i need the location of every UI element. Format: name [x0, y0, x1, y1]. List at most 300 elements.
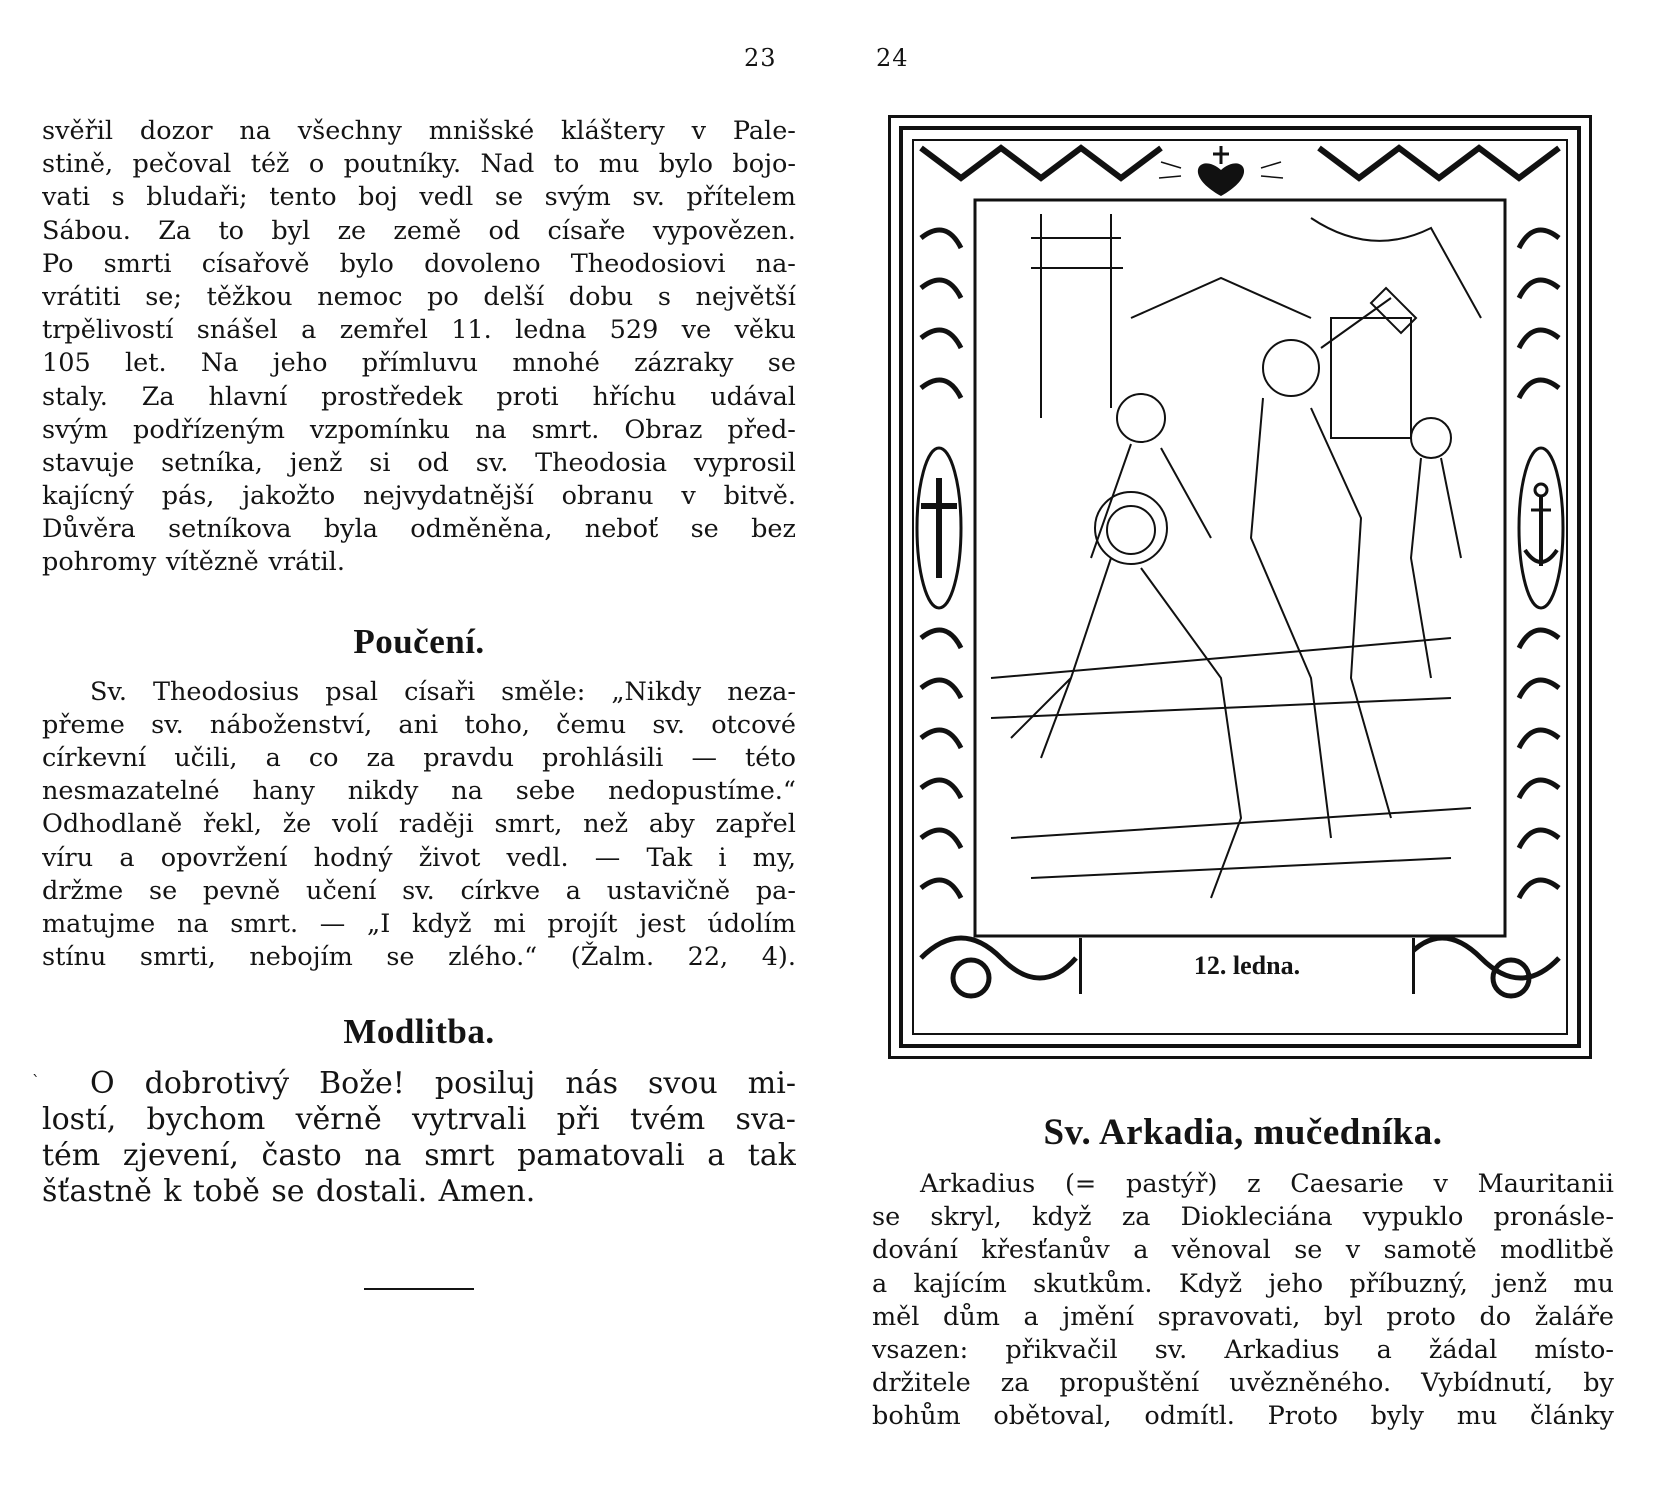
word: největší — [695, 281, 796, 312]
word: Theodosius — [152, 676, 300, 707]
word: před- — [727, 414, 796, 445]
text-line — [872, 1234, 1614, 1267]
word: na — [364, 1138, 402, 1174]
word: se — [271, 1174, 305, 1210]
word: bludaři; — [146, 182, 248, 213]
text-line — [872, 1367, 1614, 1400]
word: dobu — [568, 281, 634, 312]
text-line — [42, 513, 796, 546]
word: bychom — [146, 1102, 266, 1138]
text-line — [872, 1334, 1614, 1367]
word: ze — [337, 215, 367, 246]
word: že — [282, 809, 312, 840]
word: 105 — [42, 348, 91, 379]
word: smrti, — [139, 942, 216, 973]
text-line — [42, 347, 796, 380]
word: a — [119, 842, 135, 873]
word: šťastně — [42, 1174, 152, 1210]
word: se; — [145, 281, 182, 312]
word: jenž — [1494, 1268, 1548, 1299]
word: lostí, — [42, 1102, 117, 1138]
word: vyprosil — [693, 447, 796, 478]
word: vypovězen. — [652, 215, 796, 246]
word: vrátil. — [268, 547, 345, 578]
word: smrt, — [494, 809, 563, 840]
word: hodný — [313, 842, 393, 873]
word: za — [366, 743, 396, 773]
word: byla — [323, 514, 378, 545]
word: ustavičně — [606, 875, 731, 906]
word: aby — [648, 809, 695, 840]
right-page — [872, 115, 1614, 1434]
word: se — [148, 875, 178, 906]
word: Nad — [480, 149, 535, 180]
word: (Žalm. — [570, 942, 655, 973]
word: hříchu — [592, 381, 677, 412]
section-end-rule — [364, 1288, 474, 1290]
word: O — [90, 1066, 115, 1102]
text-line — [872, 1168, 1614, 1201]
text-line — [42, 908, 796, 941]
word: dům — [943, 1301, 1000, 1332]
word: všechny — [297, 116, 402, 146]
word: přímluvu — [361, 348, 479, 379]
word: sv. — [402, 875, 435, 906]
word: bylo — [658, 149, 714, 180]
word: do — [1479, 1301, 1512, 1332]
word: samotě — [1383, 1235, 1477, 1266]
word: Sábou. — [42, 215, 131, 246]
word: udával — [710, 381, 796, 412]
word: víru — [42, 842, 94, 873]
word: se — [386, 942, 415, 973]
word: Arkadius — [1224, 1334, 1340, 1365]
word: 11. — [451, 315, 492, 346]
word: Proto — [1267, 1401, 1338, 1432]
stray-mark: ˋ — [32, 1072, 40, 1092]
word: císaře — [547, 215, 626, 246]
word: vedl — [419, 182, 474, 213]
word: tobě — [192, 1174, 260, 1210]
word: jest — [639, 908, 686, 939]
word: stavuje — [42, 447, 135, 478]
text-line — [42, 215, 796, 248]
word: si — [369, 447, 391, 478]
word: kajícím — [913, 1268, 1007, 1299]
word: nikdy — [347, 776, 419, 807]
word: a — [301, 315, 317, 346]
word: často — [261, 1138, 342, 1174]
word: boj — [358, 182, 398, 213]
word: Arkadius — [920, 1169, 1036, 1199]
text-line — [872, 1400, 1614, 1433]
word: život — [418, 842, 481, 873]
heading-modlitba: Modlitba. — [343, 1012, 495, 1052]
text-line — [42, 808, 796, 841]
word: (= — [1064, 1169, 1097, 1199]
word: a — [1023, 1301, 1039, 1332]
word: v — [681, 481, 696, 512]
word: i — [718, 842, 727, 873]
word: raději — [398, 809, 474, 840]
word: Theodosiovi — [570, 248, 726, 279]
text-line — [42, 676, 796, 709]
word: o — [308, 149, 325, 180]
text-line — [42, 248, 796, 281]
text-line — [42, 1174, 796, 1210]
engraving-martyrdom-illustration — [888, 115, 1592, 1059]
word: bez — [751, 514, 796, 545]
word: tak — [747, 1138, 796, 1174]
word: přítelem — [686, 182, 796, 213]
word: Za — [158, 215, 192, 246]
text-line — [42, 775, 796, 808]
word: staly. — [42, 381, 108, 412]
word: se — [767, 348, 796, 379]
word: vytrvali — [412, 1102, 527, 1138]
word: sv. — [652, 709, 685, 740]
paragraph-pouceni — [42, 676, 796, 975]
word: tvém — [630, 1102, 706, 1138]
word: delší — [483, 281, 545, 312]
word: sv. — [475, 447, 509, 478]
word: pamatovali — [517, 1138, 685, 1174]
word: jakožto — [242, 481, 336, 512]
text-line — [42, 1138, 796, 1174]
word: vypuklo — [1362, 1202, 1464, 1233]
word: země — [393, 215, 462, 246]
word: otcové — [711, 709, 796, 740]
word: svěřil — [42, 116, 114, 146]
heading-pouceni: Poučení. — [353, 621, 485, 661]
word: církevní — [42, 743, 147, 773]
word: Diokleciána — [1180, 1202, 1333, 1233]
word: ledna — [515, 315, 587, 346]
cross-medallion-icon — [917, 448, 961, 608]
word: těžkou — [206, 281, 293, 312]
word: vzpomínku — [309, 414, 451, 445]
word: Tak — [646, 842, 693, 873]
word: — — [691, 743, 717, 773]
left-page — [32, 115, 796, 1290]
word: zázraky — [634, 348, 734, 379]
word: řekl, — [202, 809, 262, 840]
word: smrt. — [531, 414, 600, 445]
word: co — [308, 743, 339, 773]
word: Odhodlaně — [42, 809, 183, 840]
word: vrátiti — [42, 281, 121, 312]
word: mi — [493, 908, 526, 939]
word: místo- — [1534, 1334, 1614, 1365]
word: na — [451, 776, 483, 807]
word: na — [475, 414, 507, 445]
word: „Nikdy — [611, 676, 702, 707]
word: vsazen: — [872, 1334, 969, 1365]
word: projít — [547, 908, 618, 939]
word: zapřel — [715, 809, 796, 840]
word: propuštění — [1059, 1368, 1200, 1399]
text-line — [42, 875, 796, 908]
word: to — [218, 215, 245, 246]
word: setníkova — [168, 514, 292, 545]
word: 529 — [609, 315, 659, 346]
word: Důvěra — [42, 514, 136, 545]
text-line — [42, 381, 796, 414]
word: Sv. — [90, 676, 127, 707]
word: nedopustíme.“ — [608, 776, 796, 807]
word: pastýř) — [1126, 1169, 1218, 1199]
word: bitvě. — [723, 481, 796, 512]
word: byl — [1323, 1301, 1363, 1332]
word: věnoval — [1171, 1235, 1271, 1266]
word: k — [163, 1174, 182, 1210]
word: žádal — [1428, 1334, 1498, 1365]
text-line — [42, 709, 796, 742]
word: Pale- — [732, 116, 796, 146]
word: setníka, — [161, 447, 263, 478]
word: sebe — [515, 776, 576, 807]
word: nejvydatnější — [363, 481, 534, 512]
word: neboť — [584, 514, 659, 545]
word: skryl, — [930, 1202, 1002, 1233]
word: v — [1345, 1235, 1361, 1266]
word: neza- — [727, 676, 796, 707]
word: proti — [496, 381, 559, 412]
word: nás — [565, 1066, 618, 1102]
word: od — [417, 447, 449, 478]
word: dování — [872, 1235, 958, 1266]
word: odměněna, — [410, 514, 553, 545]
word: pás, — [161, 481, 215, 512]
word: držitele — [872, 1368, 971, 1399]
word: náboženství, — [209, 709, 373, 740]
word: opovržení — [160, 842, 288, 873]
text-line — [42, 1066, 796, 1102]
word: pevně — [202, 875, 281, 906]
word: — — [319, 908, 346, 939]
word: odmítl. — [1144, 1401, 1235, 1432]
word: věku — [734, 315, 796, 346]
word: trpělivostí — [42, 315, 174, 346]
word: jeho — [1268, 1268, 1324, 1299]
word: svým — [544, 182, 611, 213]
text-line — [42, 314, 796, 347]
paragraph-theodosius-life — [42, 115, 796, 580]
word: čemu — [556, 709, 627, 740]
word: vedl. — [506, 842, 569, 873]
text-line — [872, 1201, 1614, 1234]
word: a — [1133, 1235, 1149, 1266]
word: za — [1000, 1368, 1030, 1399]
word: Obraz — [624, 414, 703, 445]
word: přikvačil — [1005, 1334, 1118, 1365]
word: mu — [1573, 1268, 1614, 1299]
word: v — [1433, 1169, 1448, 1199]
word: 4). — [761, 942, 796, 973]
word: ve — [681, 315, 712, 346]
word: „I — [367, 908, 391, 939]
word: křesťanův — [981, 1235, 1110, 1266]
word: skutkům. — [1033, 1268, 1153, 1299]
word: údolím — [707, 908, 796, 939]
text-line — [42, 546, 796, 579]
word: tém — [42, 1138, 101, 1174]
text-line — [42, 941, 796, 974]
word: dovoleno — [424, 248, 541, 279]
word: Bože! — [319, 1066, 405, 1102]
ornamental-frame-illustration — [891, 118, 1589, 1056]
word: kláštery — [560, 116, 665, 146]
word: modlitbě — [1500, 1235, 1614, 1266]
word: Na — [200, 348, 239, 379]
word: mi- — [747, 1066, 796, 1102]
word: přeme — [42, 709, 125, 740]
word: a — [1376, 1334, 1392, 1365]
word: dostali. — [315, 1174, 428, 1210]
word: nemoc — [317, 281, 403, 312]
word: učení — [306, 875, 377, 906]
word: nebojím — [249, 942, 353, 973]
heading-sv-arkadia: Sv. Arkadia, mučedníka. — [1043, 1112, 1443, 1153]
word: let. — [124, 348, 167, 379]
word: byl — [271, 215, 311, 246]
word: církve — [460, 875, 541, 906]
word: od — [488, 215, 521, 246]
word: prohlásili — [542, 743, 664, 773]
text-line — [42, 181, 796, 214]
word: jeho — [272, 348, 328, 379]
page-number-right: 24 — [876, 44, 909, 72]
word: při — [556, 1102, 600, 1138]
word: s — [111, 182, 125, 213]
text-line — [872, 1301, 1614, 1334]
word: Caesarie — [1290, 1169, 1404, 1199]
word: na — [239, 116, 271, 146]
word: tento — [269, 182, 337, 213]
word: hany — [252, 776, 315, 807]
page-number-left: 23 — [744, 44, 777, 72]
word: též — [250, 149, 290, 180]
word: články — [1530, 1401, 1614, 1432]
paragraph-prayer — [32, 1066, 796, 1210]
word: Vybídnutí, — [1421, 1368, 1554, 1399]
word: stínu — [42, 942, 107, 973]
word: příbuzný, — [1349, 1268, 1468, 1299]
word: a — [707, 1138, 726, 1174]
plate-date-caption: 12. ledna. — [1079, 938, 1415, 994]
word: pa- — [755, 875, 796, 906]
word: pronásle- — [1493, 1202, 1614, 1233]
word: — — [594, 842, 621, 873]
anchor-medallion-icon — [1519, 448, 1563, 608]
word: měl — [872, 1301, 920, 1332]
text-line — [42, 414, 796, 447]
word: jmění — [1062, 1301, 1135, 1332]
word: bylo — [339, 248, 394, 279]
text-line — [42, 148, 796, 181]
word: zjevení, — [122, 1138, 239, 1174]
word: se — [872, 1202, 901, 1233]
word: věrně — [295, 1102, 382, 1138]
word: držme — [42, 875, 124, 906]
word: Mauritanii — [1477, 1169, 1614, 1199]
word: kajícný — [42, 481, 134, 512]
word: a — [565, 875, 581, 906]
word: zlého.“ — [448, 942, 538, 973]
word: psal — [325, 676, 379, 707]
word: poutníky. — [343, 149, 462, 180]
word: směle: — [501, 676, 586, 707]
sacred-heart-icon — [1159, 146, 1283, 196]
word: za — [1121, 1202, 1151, 1233]
paragraph-arkadius — [872, 1168, 1614, 1434]
text-line — [42, 742, 796, 775]
word: sva- — [735, 1102, 796, 1138]
text-line — [42, 480, 796, 513]
word: Po — [42, 248, 74, 279]
word: hlavní — [208, 381, 288, 412]
word: zemřel — [339, 315, 428, 346]
word: smrti — [103, 248, 172, 279]
text-line — [42, 1102, 796, 1138]
word: učili, — [174, 743, 238, 773]
word: snášel — [196, 315, 278, 346]
word: smrt. — [230, 908, 299, 939]
word: obranu — [561, 481, 654, 512]
text-line — [42, 115, 796, 148]
word: podřízeným — [133, 414, 285, 445]
word: pečoval — [132, 149, 232, 180]
word: toho, — [464, 709, 530, 740]
word: mu — [1456, 1401, 1498, 1432]
word: dozor — [139, 116, 213, 146]
word: se — [1294, 1235, 1323, 1266]
word: mnohé — [512, 348, 600, 379]
word: stině, — [42, 149, 114, 180]
word: sv. — [1154, 1334, 1188, 1365]
word: z — [1247, 1169, 1261, 1199]
word: když — [412, 908, 472, 939]
word: obětoval, — [993, 1401, 1112, 1432]
word: pravdu — [423, 743, 515, 773]
word: Za — [141, 381, 175, 412]
word: žaláře — [1534, 1301, 1614, 1332]
word: proto — [1386, 1301, 1456, 1332]
text-line — [42, 447, 796, 480]
text-line — [42, 281, 796, 314]
word: když — [1032, 1202, 1092, 1233]
word: matujme — [42, 908, 156, 939]
word: smrt — [424, 1138, 495, 1174]
word: bohům — [872, 1401, 961, 1432]
word: na — [176, 908, 209, 939]
word: Když — [1178, 1268, 1243, 1299]
word: prostředek — [321, 381, 463, 412]
word: dobrotivý — [144, 1066, 290, 1102]
word: my, — [752, 842, 796, 873]
word: se — [494, 182, 524, 213]
word: volí — [332, 809, 379, 840]
text-line — [42, 842, 796, 875]
word: sv. — [151, 709, 184, 740]
word: a — [872, 1268, 888, 1299]
word: svým — [42, 414, 109, 445]
word: byly — [1370, 1401, 1424, 1432]
word: císaři — [404, 676, 476, 707]
text-line — [872, 1268, 1614, 1301]
word: 22, — [687, 942, 729, 973]
word: vítězně — [165, 547, 259, 578]
